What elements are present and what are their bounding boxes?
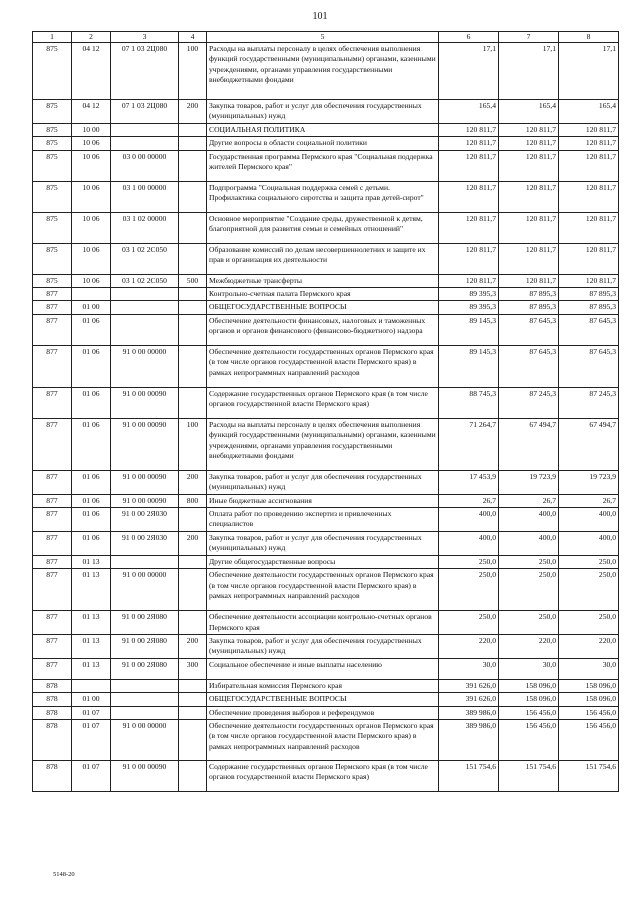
cell-receiver-code: 875 <box>33 274 72 287</box>
cell-amount-col8: 87 895,3 <box>559 301 619 314</box>
table-row <box>33 137 619 150</box>
cell-amount-col7: 120 811,7 <box>499 274 559 287</box>
cell-target-code: 07 1 03 2Ц080 <box>111 43 179 100</box>
cell-target-code: 91 0 00 00090 <box>111 418 179 470</box>
cell-name: СОЦИАЛЬНАЯ ПОЛИТИКА <box>207 123 439 136</box>
cell-amount-col6: 120 811,7 <box>439 212 499 243</box>
cell-section-code: 10 06 <box>72 212 111 243</box>
cell-amount-col6: 120 811,7 <box>439 137 499 150</box>
header-col-3: 3 <box>111 32 179 43</box>
page-number: 101 <box>312 11 328 22</box>
cell-name: Закупка товаров, работ и услуг для обеспечения государственных (муниципальных) нужд <box>207 531 439 555</box>
cell-target-code: 91 0 00 2Я030 <box>111 531 179 555</box>
cell-receiver-code: 877 <box>33 494 72 507</box>
cell-receiver-code: 878 <box>33 693 72 706</box>
cell-name: Обеспечение проведения выборов и референдумов <box>207 706 439 719</box>
cell-name: ОБЩЕГОСУДАРСТВЕННЫЕ ВОПРОСЫ <box>207 693 439 706</box>
cell-receiver-code: 877 <box>33 418 72 470</box>
cell-amount-col7: 165,4 <box>499 100 559 124</box>
table-row <box>33 658 619 679</box>
table-row <box>33 508 619 532</box>
cell-amount-col8: 19 723,9 <box>559 470 619 494</box>
cell-target-code: 91 0 00 00090 <box>111 494 179 507</box>
cell-receiver-code: 875 <box>33 212 72 243</box>
cell-amount-col7: 87 895,3 <box>499 288 559 301</box>
header-col-1: 1 <box>33 32 72 43</box>
cell-receiver-code: 877 <box>33 288 72 301</box>
cell-expense-type-code <box>179 611 207 635</box>
cell-section-code: 10 06 <box>72 150 111 181</box>
cell-amount-col7: 30,0 <box>499 658 559 679</box>
cell-name: Закупка товаров, работ и услуг для обеспечения государственных (муниципальных) нужд <box>207 634 439 658</box>
cell-target-code <box>111 693 179 706</box>
cell-section-code: 10 06 <box>72 181 111 212</box>
cell-target-code <box>111 706 179 719</box>
cell-amount-col7: 156 456,0 <box>499 719 559 760</box>
cell-amount-col8: 158 096,0 <box>559 693 619 706</box>
cell-name: Обеспечение деятельности государственных органов Пермского края (в том числе органов государственной власти Пермского края) в рамках непрограммных направлений расходов <box>207 345 439 387</box>
cell-expense-type-code <box>179 288 207 301</box>
table-row <box>33 693 619 706</box>
cell-amount-col7: 120 811,7 <box>499 212 559 243</box>
cell-amount-col8: 87 645,3 <box>559 314 619 345</box>
cell-amount-col7: 250,0 <box>499 611 559 635</box>
header-row <box>33 32 619 43</box>
cell-amount-col8: 220,0 <box>559 634 619 658</box>
cell-amount-col6: 220,0 <box>439 634 499 658</box>
cell-name: Другие общегосударственные вопросы <box>207 555 439 568</box>
cell-expense-type-code: 300 <box>179 658 207 679</box>
cell-amount-col8: 87 645,3 <box>559 345 619 387</box>
cell-amount-col7: 220,0 <box>499 634 559 658</box>
table-row <box>33 679 619 692</box>
cell-target-code: 91 0 00 2Я030 <box>111 508 179 532</box>
cell-amount-col6: 391 626,0 <box>439 693 499 706</box>
cell-amount-col6: 120 811,7 <box>439 181 499 212</box>
cell-expense-type-code <box>179 212 207 243</box>
cell-amount-col6: 389 986,0 <box>439 706 499 719</box>
table-body <box>33 43 619 792</box>
table-row <box>33 494 619 507</box>
table-row <box>33 387 619 418</box>
cell-amount-col8: 250,0 <box>559 555 619 568</box>
table-row <box>33 555 619 568</box>
cell-expense-type-code <box>179 569 207 611</box>
cell-amount-col7: 151 754,6 <box>499 760 559 791</box>
cell-amount-col8: 158 096,0 <box>559 679 619 692</box>
cell-section-code <box>72 679 111 692</box>
cell-amount-col7: 400,0 <box>499 508 559 532</box>
cell-section-code: 10 06 <box>72 274 111 287</box>
cell-amount-col8: 165,4 <box>559 100 619 124</box>
cell-amount-col8: 30,0 <box>559 658 619 679</box>
cell-amount-col6: 165,4 <box>439 100 499 124</box>
cell-expense-type-code <box>179 508 207 532</box>
cell-target-code: 91 0 00 2Я080 <box>111 658 179 679</box>
cell-amount-col6: 120 811,7 <box>439 274 499 287</box>
cell-target-code: 03 1 02 2С050 <box>111 243 179 274</box>
cell-receiver-code: 875 <box>33 100 72 124</box>
cell-name: Иные бюджетные ассигнования <box>207 494 439 507</box>
cell-section-code: 01 06 <box>72 418 111 470</box>
cell-expense-type-code: 200 <box>179 634 207 658</box>
table-row <box>33 123 619 136</box>
cell-amount-col8: 400,0 <box>559 508 619 532</box>
cell-target-code: 03 1 02 2С050 <box>111 274 179 287</box>
header-col-6: 6 <box>439 32 499 43</box>
cell-name: Расходы на выплаты персоналу в целях обеспечения выполнения функций государственными (муниципальными) органами, казенными учреждениями, органами управления государственными внебюджетными фондами <box>207 418 439 470</box>
cell-receiver-code: 877 <box>33 569 72 611</box>
cell-amount-col8: 120 811,7 <box>559 181 619 212</box>
cell-amount-col7: 120 811,7 <box>499 243 559 274</box>
cell-receiver-code: 877 <box>33 470 72 494</box>
cell-amount-col8: 120 811,7 <box>559 150 619 181</box>
cell-section-code: 04 12 <box>72 43 111 100</box>
table-row <box>33 760 619 791</box>
cell-receiver-code: 878 <box>33 760 72 791</box>
cell-target-code: 91 0 00 00000 <box>111 345 179 387</box>
cell-receiver-code: 875 <box>33 181 72 212</box>
cell-section-code: 01 06 <box>72 314 111 345</box>
cell-section-code: 01 06 <box>72 508 111 532</box>
cell-amount-col6: 250,0 <box>439 611 499 635</box>
cell-receiver-code: 875 <box>33 123 72 136</box>
cell-name: ОБЩЕГОСУДАРСТВЕННЫЕ ВОПРОСЫ <box>207 301 439 314</box>
cell-expense-type-code <box>179 719 207 760</box>
cell-section-code: 01 13 <box>72 555 111 568</box>
cell-target-code <box>111 679 179 692</box>
cell-section-code: 10 06 <box>72 137 111 150</box>
cell-name: Расходы на выплаты персоналу в целях обеспечения выполнения функций государственными (муниципальными) органами, казенными учреждениями, органами управления государственными внебюджетными фондами <box>207 43 439 100</box>
cell-amount-col6: 120 811,7 <box>439 123 499 136</box>
cell-section-code: 01 13 <box>72 611 111 635</box>
table-row <box>33 274 619 287</box>
table-row <box>33 243 619 274</box>
cell-expense-type-code <box>179 243 207 274</box>
cell-amount-col6: 71 264,7 <box>439 418 499 470</box>
table-row <box>33 301 619 314</box>
cell-expense-type-code <box>179 137 207 150</box>
cell-amount-col7: 158 096,0 <box>499 679 559 692</box>
cell-amount-col7: 19 723,9 <box>499 470 559 494</box>
cell-target-code <box>111 137 179 150</box>
cell-expense-type-code: 200 <box>179 531 207 555</box>
cell-section-code: 01 06 <box>72 494 111 507</box>
cell-target-code: 03 1 02 00000 <box>111 212 179 243</box>
cell-amount-col8: 67 494,7 <box>559 418 619 470</box>
cell-expense-type-code: 100 <box>179 43 207 100</box>
cell-section-code: 04 12 <box>72 100 111 124</box>
cell-name: Подпрограмма "Социальная поддержка семей с детьми. Профилактика социального сиротства и защита прав детей-сирот" <box>207 181 439 212</box>
cell-target-code: 91 0 00 00090 <box>111 387 179 418</box>
cell-section-code: 01 00 <box>72 693 111 706</box>
cell-target-code <box>111 314 179 345</box>
cell-name: Межбюджетные трансферты <box>207 274 439 287</box>
cell-section-code: 10 00 <box>72 123 111 136</box>
table-row <box>33 43 619 100</box>
cell-name: Обеспечение деятельности финансовых, налоговых и таможенных органов и органов финансового (финансово-бюджетного) надзора <box>207 314 439 345</box>
cell-expense-type-code <box>179 387 207 418</box>
table-row <box>33 719 619 760</box>
cell-amount-col6: 400,0 <box>439 531 499 555</box>
cell-amount-col8: 156 456,0 <box>559 706 619 719</box>
cell-amount-col8: 120 811,7 <box>559 212 619 243</box>
cell-amount-col8: 87 245,3 <box>559 387 619 418</box>
cell-section-code <box>72 288 111 301</box>
cell-target-code: 91 0 00 00000 <box>111 569 179 611</box>
cell-amount-col8: 400,0 <box>559 531 619 555</box>
cell-expense-type-code <box>179 693 207 706</box>
cell-receiver-code: 875 <box>33 137 72 150</box>
cell-name: Другие вопросы в области социальной политики <box>207 137 439 150</box>
cell-expense-type-code: 200 <box>179 470 207 494</box>
cell-target-code <box>111 288 179 301</box>
cell-amount-col7: 87 645,3 <box>499 345 559 387</box>
table-row <box>33 100 619 124</box>
cell-amount-col7: 400,0 <box>499 531 559 555</box>
table-row <box>33 314 619 345</box>
cell-name: Оплата работ по проведению экспертиз и привлеченных специалистов <box>207 508 439 532</box>
cell-amount-col7: 87 245,3 <box>499 387 559 418</box>
cell-target-code: 91 0 00 2Я080 <box>111 611 179 635</box>
cell-name: Избирательная комиссия Пермского края <box>207 679 439 692</box>
cell-section-code: 01 06 <box>72 387 111 418</box>
cell-section-code: 01 06 <box>72 470 111 494</box>
cell-name: Закупка товаров, работ и услуг для обеспечения государственных (муниципальных) нужд <box>207 470 439 494</box>
cell-amount-col6: 391 626,0 <box>439 679 499 692</box>
cell-target-code <box>111 301 179 314</box>
cell-amount-col6: 151 754,6 <box>439 760 499 791</box>
cell-receiver-code: 877 <box>33 634 72 658</box>
header-col-7: 7 <box>499 32 559 43</box>
cell-amount-col8: 120 811,7 <box>559 137 619 150</box>
cell-amount-col7: 156 456,0 <box>499 706 559 719</box>
cell-expense-type-code <box>179 314 207 345</box>
table-row <box>33 150 619 181</box>
budget-table <box>32 31 619 792</box>
cell-receiver-code: 875 <box>33 150 72 181</box>
cell-target-code: 91 0 00 2Я080 <box>111 634 179 658</box>
cell-amount-col6: 89 395,3 <box>439 301 499 314</box>
cell-amount-col8: 17,1 <box>559 43 619 100</box>
cell-section-code: 01 06 <box>72 345 111 387</box>
cell-amount-col6: 89 145,3 <box>439 314 499 345</box>
cell-receiver-code: 877 <box>33 611 72 635</box>
cell-expense-type-code: 500 <box>179 274 207 287</box>
cell-amount-col7: 158 096,0 <box>499 693 559 706</box>
cell-expense-type-code <box>179 679 207 692</box>
table-row <box>33 345 619 387</box>
table-row <box>33 706 619 719</box>
cell-target-code: 91 0 00 00090 <box>111 760 179 791</box>
cell-amount-col6: 89 145,3 <box>439 345 499 387</box>
cell-target-code: 07 1 03 2Ц080 <box>111 100 179 124</box>
cell-name: Содержание государственных органов Пермского края (в том числе органов государственной власти Пермского края) <box>207 760 439 791</box>
cell-expense-type-code: 200 <box>179 100 207 124</box>
header-col-2: 2 <box>72 32 111 43</box>
cell-target-code <box>111 123 179 136</box>
cell-amount-col8: 250,0 <box>559 611 619 635</box>
cell-receiver-code: 877 <box>33 658 72 679</box>
cell-amount-col7: 87 895,3 <box>499 301 559 314</box>
cell-name: Образование комиссий по делам несовершеннолетних и защите их прав и организация их деятельности <box>207 243 439 274</box>
cell-receiver-code: 877 <box>33 387 72 418</box>
cell-name: Содержание государственных органов Пермского края (в том числе органов государственной власти Пермского края) <box>207 387 439 418</box>
cell-amount-col7: 120 811,7 <box>499 123 559 136</box>
cell-expense-type-code <box>179 555 207 568</box>
cell-amount-col7: 26,7 <box>499 494 559 507</box>
cell-amount-col8: 151 754,6 <box>559 760 619 791</box>
cell-name: Закупка товаров, работ и услуг для обеспечения государственных (муниципальных) нужд <box>207 100 439 124</box>
cell-expense-type-code <box>179 123 207 136</box>
cell-section-code: 01 00 <box>72 301 111 314</box>
table-row <box>33 288 619 301</box>
cell-receiver-code: 877 <box>33 345 72 387</box>
cell-name: Государственная программа Пермского края "Социальная поддержка жителей Пермского края" <box>207 150 439 181</box>
cell-receiver-code: 877 <box>33 314 72 345</box>
cell-expense-type-code <box>179 760 207 791</box>
cell-receiver-code: 877 <box>33 301 72 314</box>
cell-receiver-code: 877 <box>33 508 72 532</box>
cell-amount-col8: 120 811,7 <box>559 243 619 274</box>
cell-target-code: 91 0 00 00000 <box>111 719 179 760</box>
cell-amount-col6: 120 811,7 <box>439 150 499 181</box>
table-row <box>33 470 619 494</box>
cell-amount-col7: 120 811,7 <box>499 137 559 150</box>
cell-expense-type-code <box>179 301 207 314</box>
cell-section-code: 10 06 <box>72 243 111 274</box>
cell-receiver-code: 877 <box>33 531 72 555</box>
cell-target-code: 03 0 00 00000 <box>111 150 179 181</box>
cell-amount-col7: 250,0 <box>499 555 559 568</box>
cell-amount-col8: 87 895,3 <box>559 288 619 301</box>
cell-amount-col8: 250,0 <box>559 569 619 611</box>
cell-amount-col6: 30,0 <box>439 658 499 679</box>
cell-section-code: 01 07 <box>72 719 111 760</box>
cell-name: Социальное обеспечение и иные выплаты населению <box>207 658 439 679</box>
cell-name: Обеспечение деятельности ассоциации контрольно-счетных органов Пермского края <box>207 611 439 635</box>
cell-section-code: 01 13 <box>72 658 111 679</box>
table-row <box>33 181 619 212</box>
cell-amount-col7: 120 811,7 <box>499 181 559 212</box>
cell-amount-col8: 156 456,0 <box>559 719 619 760</box>
cell-amount-col7: 87 645,3 <box>499 314 559 345</box>
cell-amount-col7: 120 811,7 <box>499 150 559 181</box>
cell-receiver-code: 875 <box>33 43 72 100</box>
table-row <box>33 418 619 470</box>
cell-amount-col6: 17 453,9 <box>439 470 499 494</box>
cell-section-code: 01 07 <box>72 760 111 791</box>
cell-receiver-code: 878 <box>33 679 72 692</box>
cell-amount-col6: 89 395,3 <box>439 288 499 301</box>
table-row <box>33 212 619 243</box>
cell-amount-col7: 67 494,7 <box>499 418 559 470</box>
cell-receiver-code: 878 <box>33 719 72 760</box>
cell-amount-col6: 250,0 <box>439 555 499 568</box>
cell-amount-col6: 120 811,7 <box>439 243 499 274</box>
cell-expense-type-code <box>179 706 207 719</box>
cell-amount-col7: 17,1 <box>499 43 559 100</box>
cell-amount-col6: 26,7 <box>439 494 499 507</box>
cell-amount-col8: 120 811,7 <box>559 123 619 136</box>
footer-code: 5148-20 <box>53 871 75 878</box>
cell-section-code: 01 13 <box>72 634 111 658</box>
cell-expense-type-code: 800 <box>179 494 207 507</box>
header-col-4: 4 <box>179 32 207 43</box>
cell-amount-col6: 400,0 <box>439 508 499 532</box>
cell-name: Контрольно-счетная палата Пермского края <box>207 288 439 301</box>
cell-section-code: 01 13 <box>72 569 111 611</box>
cell-target-code: 91 0 00 00090 <box>111 470 179 494</box>
cell-section-code: 01 07 <box>72 706 111 719</box>
cell-amount-col6: 250,0 <box>439 569 499 611</box>
table-header <box>33 32 619 43</box>
cell-expense-type-code <box>179 345 207 387</box>
cell-receiver-code: 877 <box>33 555 72 568</box>
cell-expense-type-code <box>179 181 207 212</box>
table-row <box>33 634 619 658</box>
cell-target-code: 03 1 00 00000 <box>111 181 179 212</box>
cell-name: Основное мероприятие "Создание среды, дружественной к детям, благоприятной для развития семьи и семейных отношений" <box>207 212 439 243</box>
cell-expense-type-code: 100 <box>179 418 207 470</box>
cell-name: Обеспечение деятельности государственных органов Пермского края (в том числе органов государственной власти Пермского края) в рамках непрограммных направлений расходов <box>207 569 439 611</box>
cell-amount-col8: 26,7 <box>559 494 619 507</box>
cell-receiver-code: 875 <box>33 243 72 274</box>
cell-target-code <box>111 555 179 568</box>
cell-amount-col7: 250,0 <box>499 569 559 611</box>
cell-expense-type-code <box>179 150 207 181</box>
table-row <box>33 569 619 611</box>
cell-section-code: 01 06 <box>72 531 111 555</box>
table-row <box>33 531 619 555</box>
cell-name: Обеспечение деятельности государственных органов Пермского края (в том числе органов государственной власти Пермского края) в рамках непрограммных направлений расходов <box>207 719 439 760</box>
header-col-8: 8 <box>559 32 619 43</box>
cell-amount-col6: 88 745,3 <box>439 387 499 418</box>
cell-receiver-code: 878 <box>33 706 72 719</box>
cell-amount-col6: 389 986,0 <box>439 719 499 760</box>
table-row <box>33 611 619 635</box>
cell-amount-col8: 120 811,7 <box>559 274 619 287</box>
header-col-5: 5 <box>207 32 439 43</box>
cell-amount-col6: 17,1 <box>439 43 499 100</box>
